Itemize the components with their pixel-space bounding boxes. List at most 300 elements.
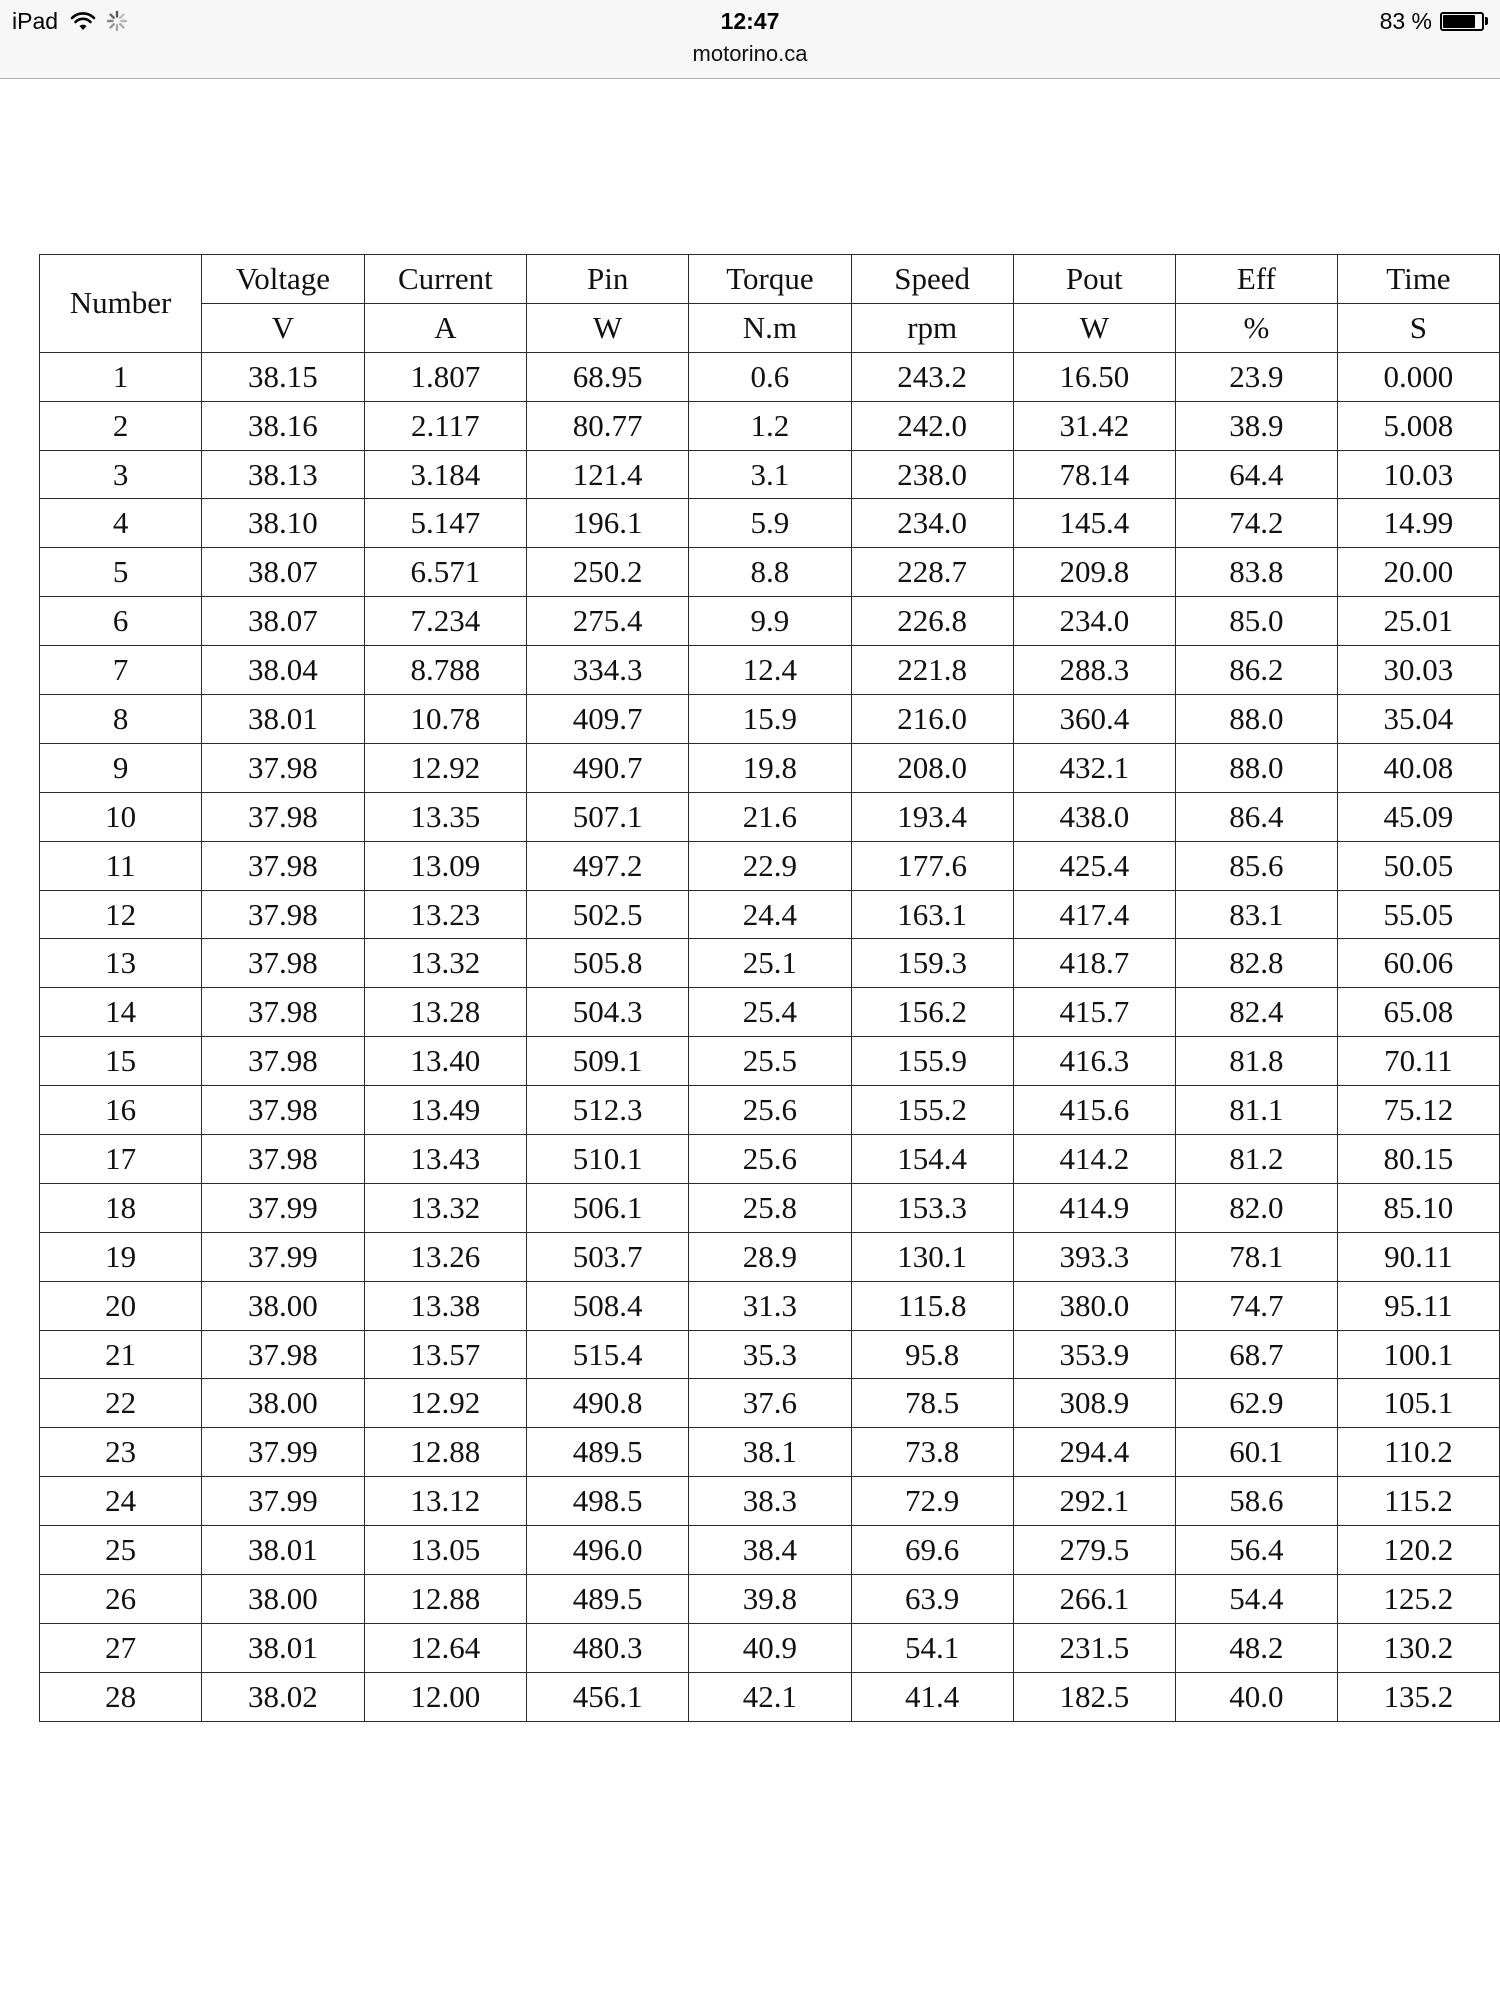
- status-right: [1380, 6, 1488, 36]
- cell-pout: 360.4: [1013, 695, 1175, 744]
- table-row: [40, 1379, 1500, 1428]
- cell-speed: 193.4: [851, 792, 1013, 841]
- cell-eff: 54.4: [1175, 1575, 1337, 1624]
- cell-speed: 221.8: [851, 646, 1013, 695]
- cell-voltage: 38.01: [202, 1526, 364, 1575]
- cell-torque: 25.5: [689, 1037, 851, 1086]
- cell-speed: 177.6: [851, 841, 1013, 890]
- row-number-cell: 27: [40, 1623, 202, 1672]
- cell-pout: 182.5: [1013, 1672, 1175, 1721]
- cell-eff: 81.1: [1175, 1086, 1337, 1135]
- cell-current: 13.23: [364, 890, 526, 939]
- cell-pin: 512.3: [527, 1086, 689, 1135]
- cell-eff: 86.4: [1175, 792, 1337, 841]
- table-row: [40, 695, 1500, 744]
- cell-speed: 115.8: [851, 1281, 1013, 1330]
- cell-torque: 25.1: [689, 939, 851, 988]
- row-number-cell: 4: [40, 499, 202, 548]
- row-number-cell: 24: [40, 1477, 202, 1526]
- unit-eff: %: [1175, 303, 1337, 352]
- cell-speed: 130.1: [851, 1232, 1013, 1281]
- cell-current: 13.26: [364, 1232, 526, 1281]
- cell-current: 13.32: [364, 939, 526, 988]
- cell-torque: 21.6: [689, 792, 851, 841]
- cell-pout: 231.5: [1013, 1623, 1175, 1672]
- unit-pout: W: [1013, 303, 1175, 352]
- cell-voltage: 38.00: [202, 1575, 364, 1624]
- cell-current: 13.05: [364, 1526, 526, 1575]
- cell-pout: 438.0: [1013, 792, 1175, 841]
- cell-torque: 8.8: [689, 548, 851, 597]
- cell-voltage: 37.98: [202, 890, 364, 939]
- table-row: [40, 939, 1500, 988]
- header-number: Number: [40, 255, 202, 353]
- cell-speed: 154.4: [851, 1135, 1013, 1184]
- cell-pin: 490.8: [527, 1379, 689, 1428]
- cell-current: 12.88: [364, 1428, 526, 1477]
- cell-pout: 393.3: [1013, 1232, 1175, 1281]
- cell-time: 105.1: [1337, 1379, 1499, 1428]
- cell-eff: 82.4: [1175, 988, 1337, 1037]
- cell-current: 13.32: [364, 1183, 526, 1232]
- cell-current: 13.57: [364, 1330, 526, 1379]
- row-number-cell: 2: [40, 401, 202, 450]
- cell-torque: 15.9: [689, 695, 851, 744]
- cell-speed: 41.4: [851, 1672, 1013, 1721]
- cell-time: 100.1: [1337, 1330, 1499, 1379]
- table-row: [40, 548, 1500, 597]
- cell-current: 12.92: [364, 1379, 526, 1428]
- cell-pout: 78.14: [1013, 450, 1175, 499]
- cell-pin: 489.5: [527, 1428, 689, 1477]
- cell-current: 10.78: [364, 695, 526, 744]
- cell-pout: 425.4: [1013, 841, 1175, 890]
- cell-current: 13.38: [364, 1281, 526, 1330]
- cell-speed: 226.8: [851, 597, 1013, 646]
- cell-voltage: 38.01: [202, 1623, 364, 1672]
- unit-voltage: V: [202, 303, 364, 352]
- table-row: [40, 1183, 1500, 1232]
- row-number-cell: 5: [40, 548, 202, 597]
- header-current: Current: [364, 255, 526, 304]
- cell-speed: 243.2: [851, 352, 1013, 401]
- cell-time: 90.11: [1337, 1232, 1499, 1281]
- cell-voltage: 38.00: [202, 1281, 364, 1330]
- cell-torque: 22.9: [689, 841, 851, 890]
- cell-time: 45.09: [1337, 792, 1499, 841]
- cell-time: 110.2: [1337, 1428, 1499, 1477]
- cell-torque: 38.4: [689, 1526, 851, 1575]
- row-number-cell: 3: [40, 450, 202, 499]
- cell-pin: 250.2: [527, 548, 689, 597]
- cell-time: 35.04: [1337, 695, 1499, 744]
- cell-voltage: 38.16: [202, 401, 364, 450]
- cell-speed: 159.3: [851, 939, 1013, 988]
- cell-pin: 480.3: [527, 1623, 689, 1672]
- cell-torque: 12.4: [689, 646, 851, 695]
- cell-voltage: 38.04: [202, 646, 364, 695]
- cell-torque: 25.6: [689, 1135, 851, 1184]
- cell-voltage: 37.98: [202, 841, 364, 890]
- cell-speed: 228.7: [851, 548, 1013, 597]
- cell-time: 85.10: [1337, 1183, 1499, 1232]
- unit-torque: N.m: [689, 303, 851, 352]
- cell-current: 13.35: [364, 792, 526, 841]
- table-row: [40, 841, 1500, 890]
- cell-pout: 415.7: [1013, 988, 1175, 1037]
- cell-torque: 3.1: [689, 450, 851, 499]
- cell-torque: 39.8: [689, 1575, 851, 1624]
- cell-torque: 38.1: [689, 1428, 851, 1477]
- row-number-cell: 15: [40, 1037, 202, 1086]
- table-row: [40, 646, 1500, 695]
- cell-current: 12.64: [364, 1623, 526, 1672]
- cell-speed: 238.0: [851, 450, 1013, 499]
- cell-current: 12.92: [364, 743, 526, 792]
- cell-time: 135.2: [1337, 1672, 1499, 1721]
- cell-pout: 292.1: [1013, 1477, 1175, 1526]
- cell-eff: 68.7: [1175, 1330, 1337, 1379]
- table-header: [40, 255, 1500, 353]
- cell-speed: 208.0: [851, 743, 1013, 792]
- battery-level-fill: [1443, 15, 1475, 28]
- table-row: [40, 499, 1500, 548]
- table-row: [40, 352, 1500, 401]
- table-row: [40, 1037, 1500, 1086]
- row-number-cell: 19: [40, 1232, 202, 1281]
- cell-eff: 74.2: [1175, 499, 1337, 548]
- table-row: [40, 1281, 1500, 1330]
- row-number-cell: 13: [40, 939, 202, 988]
- cell-current: 6.571: [364, 548, 526, 597]
- cell-pin: 409.7: [527, 695, 689, 744]
- cell-time: 10.03: [1337, 450, 1499, 499]
- cell-pin: 504.3: [527, 988, 689, 1037]
- cell-pout: 266.1: [1013, 1575, 1175, 1624]
- cell-torque: 1.2: [689, 401, 851, 450]
- cell-current: 8.788: [364, 646, 526, 695]
- table-row: [40, 792, 1500, 841]
- row-number-cell: 6: [40, 597, 202, 646]
- cell-speed: 73.8: [851, 1428, 1013, 1477]
- unit-current: A: [364, 303, 526, 352]
- cell-pin: 502.5: [527, 890, 689, 939]
- cell-pout: 414.9: [1013, 1183, 1175, 1232]
- cell-torque: 19.8: [689, 743, 851, 792]
- cell-pout: 432.1: [1013, 743, 1175, 792]
- cell-eff: 88.0: [1175, 743, 1337, 792]
- cell-eff: 81.8: [1175, 1037, 1337, 1086]
- cell-pout: 209.8: [1013, 548, 1175, 597]
- cell-voltage: 37.98: [202, 1135, 364, 1184]
- cell-eff: 60.1: [1175, 1428, 1337, 1477]
- device-name: iPad: [12, 7, 59, 34]
- cell-torque: 35.3: [689, 1330, 851, 1379]
- table-row: [40, 1232, 1500, 1281]
- cell-eff: 81.2: [1175, 1135, 1337, 1184]
- cell-torque: 9.9: [689, 597, 851, 646]
- cell-current: 5.147: [364, 499, 526, 548]
- cell-pin: 489.5: [527, 1575, 689, 1624]
- row-number-cell: 7: [40, 646, 202, 695]
- table-row: [40, 597, 1500, 646]
- cell-pin: 68.95: [527, 352, 689, 401]
- cell-torque: 37.6: [689, 1379, 851, 1428]
- unit-speed: rpm: [851, 303, 1013, 352]
- cell-pout: 16.50: [1013, 352, 1175, 401]
- cell-voltage: 37.98: [202, 1330, 364, 1379]
- cell-eff: 64.4: [1175, 450, 1337, 499]
- cell-pin: 506.1: [527, 1183, 689, 1232]
- cell-current: 13.49: [364, 1086, 526, 1135]
- status-bar: [0, 0, 1500, 79]
- cell-voltage: 37.99: [202, 1428, 364, 1477]
- cell-current: 3.184: [364, 450, 526, 499]
- cell-speed: 69.6: [851, 1526, 1013, 1575]
- cell-torque: 40.9: [689, 1623, 851, 1672]
- row-number-cell: 16: [40, 1086, 202, 1135]
- cell-speed: 54.1: [851, 1623, 1013, 1672]
- header-eff: Eff: [1175, 255, 1337, 304]
- cell-pin: 275.4: [527, 597, 689, 646]
- cell-current: 7.234: [364, 597, 526, 646]
- cell-pout: 380.0: [1013, 1281, 1175, 1330]
- cell-pin: 508.4: [527, 1281, 689, 1330]
- cell-voltage: 37.99: [202, 1477, 364, 1526]
- cell-pin: 509.1: [527, 1037, 689, 1086]
- cell-speed: 155.2: [851, 1086, 1013, 1135]
- cell-eff: 88.0: [1175, 695, 1337, 744]
- cell-torque: 25.4: [689, 988, 851, 1037]
- cell-speed: 156.2: [851, 988, 1013, 1037]
- cell-eff: 23.9: [1175, 352, 1337, 401]
- cell-time: 0.000: [1337, 352, 1499, 401]
- cell-eff: 40.0: [1175, 1672, 1337, 1721]
- cell-pin: 496.0: [527, 1526, 689, 1575]
- header-torque: Torque: [689, 255, 851, 304]
- cell-time: 50.05: [1337, 841, 1499, 890]
- address-bar-url[interactable]: motorino.ca: [692, 41, 808, 66]
- row-number-cell: 25: [40, 1526, 202, 1575]
- cell-voltage: 37.98: [202, 792, 364, 841]
- table-row: [40, 1672, 1500, 1721]
- cell-torque: 31.3: [689, 1281, 851, 1330]
- cell-pout: 294.4: [1013, 1428, 1175, 1477]
- row-number-cell: 8: [40, 695, 202, 744]
- cell-time: 14.99: [1337, 499, 1499, 548]
- cell-torque: 25.8: [689, 1183, 851, 1232]
- header-speed: Speed: [851, 255, 1013, 304]
- cell-eff: 85.0: [1175, 597, 1337, 646]
- cell-time: 95.11: [1337, 1281, 1499, 1330]
- cell-pin: 510.1: [527, 1135, 689, 1184]
- status-time: 12:47: [720, 8, 780, 34]
- cell-speed: 216.0: [851, 695, 1013, 744]
- table-body: [40, 352, 1500, 1721]
- cell-current: 1.807: [364, 352, 526, 401]
- header-pout: Pout: [1013, 255, 1175, 304]
- table-row: [40, 988, 1500, 1037]
- cell-speed: 163.1: [851, 890, 1013, 939]
- cell-pout: 416.3: [1013, 1037, 1175, 1086]
- cell-speed: 153.3: [851, 1183, 1013, 1232]
- cell-pin: 498.5: [527, 1477, 689, 1526]
- row-number-cell: 17: [40, 1135, 202, 1184]
- unit-time: S: [1337, 303, 1499, 352]
- cell-speed: 242.0: [851, 401, 1013, 450]
- cell-torque: 42.1: [689, 1672, 851, 1721]
- cell-time: 80.15: [1337, 1135, 1499, 1184]
- battery-icon: [1440, 12, 1484, 31]
- cell-eff: 48.2: [1175, 1623, 1337, 1672]
- cell-pin: 490.7: [527, 743, 689, 792]
- motor-test-table-container: [39, 254, 1500, 1722]
- cell-time: 5.008: [1337, 401, 1499, 450]
- cell-voltage: 38.15: [202, 352, 364, 401]
- cell-time: 125.2: [1337, 1575, 1499, 1624]
- cell-pin: 503.7: [527, 1232, 689, 1281]
- cell-voltage: 38.01: [202, 695, 364, 744]
- cell-time: 130.2: [1337, 1623, 1499, 1672]
- row-number-cell: 12: [40, 890, 202, 939]
- table-row: [40, 1623, 1500, 1672]
- row-number-cell: 20: [40, 1281, 202, 1330]
- cell-pout: 418.7: [1013, 939, 1175, 988]
- cell-eff: 82.8: [1175, 939, 1337, 988]
- battery-tip: [1485, 17, 1488, 25]
- cell-pout: 415.6: [1013, 1086, 1175, 1135]
- cell-current: 13.28: [364, 988, 526, 1037]
- cell-eff: 82.0: [1175, 1183, 1337, 1232]
- cell-torque: 28.9: [689, 1232, 851, 1281]
- cell-time: 25.01: [1337, 597, 1499, 646]
- cell-pin: 456.1: [527, 1672, 689, 1721]
- row-number-cell: 18: [40, 1183, 202, 1232]
- cell-pin: 505.8: [527, 939, 689, 988]
- cell-pout: 353.9: [1013, 1330, 1175, 1379]
- cell-pin: 80.77: [527, 401, 689, 450]
- cell-speed: 234.0: [851, 499, 1013, 548]
- cell-time: 30.03: [1337, 646, 1499, 695]
- row-number-cell: 28: [40, 1672, 202, 1721]
- cell-speed: 78.5: [851, 1379, 1013, 1428]
- cell-eff: 85.6: [1175, 841, 1337, 890]
- cell-time: 115.2: [1337, 1477, 1499, 1526]
- table-row: [40, 1575, 1500, 1624]
- cell-current: 13.09: [364, 841, 526, 890]
- table-row: [40, 450, 1500, 499]
- cell-torque: 0.6: [689, 352, 851, 401]
- header-name-row: [40, 255, 1500, 304]
- cell-torque: 25.6: [689, 1086, 851, 1135]
- cell-voltage: 38.00: [202, 1379, 364, 1428]
- row-number-cell: 23: [40, 1428, 202, 1477]
- row-number-cell: 11: [40, 841, 202, 890]
- cell-voltage: 37.99: [202, 1183, 364, 1232]
- cell-eff: 58.6: [1175, 1477, 1337, 1526]
- table-row: [40, 401, 1500, 450]
- cell-torque: 24.4: [689, 890, 851, 939]
- row-number-cell: 21: [40, 1330, 202, 1379]
- cell-time: 40.08: [1337, 743, 1499, 792]
- cell-time: 20.00: [1337, 548, 1499, 597]
- cell-voltage: 37.98: [202, 1037, 364, 1086]
- cell-voltage: 38.13: [202, 450, 364, 499]
- table-row: [40, 1330, 1500, 1379]
- header-pin: Pin: [527, 255, 689, 304]
- unit-pin: W: [527, 303, 689, 352]
- cell-current: 13.40: [364, 1037, 526, 1086]
- cell-pin: 334.3: [527, 646, 689, 695]
- cell-eff: 56.4: [1175, 1526, 1337, 1575]
- row-number-cell: 22: [40, 1379, 202, 1428]
- cell-eff: 62.9: [1175, 1379, 1337, 1428]
- row-number-cell: 1: [40, 352, 202, 401]
- cell-current: 13.43: [364, 1135, 526, 1184]
- cell-pout: 31.42: [1013, 401, 1175, 450]
- cell-voltage: 37.98: [202, 939, 364, 988]
- cell-voltage: 37.98: [202, 743, 364, 792]
- cell-pin: 121.4: [527, 450, 689, 499]
- cell-voltage: 38.02: [202, 1672, 364, 1721]
- row-number-cell: 14: [40, 988, 202, 1037]
- cell-voltage: 38.10: [202, 499, 364, 548]
- cell-eff: 83.8: [1175, 548, 1337, 597]
- cell-voltage: 38.07: [202, 597, 364, 646]
- cell-eff: 86.2: [1175, 646, 1337, 695]
- cell-pin: 196.1: [527, 499, 689, 548]
- cell-current: 12.00: [364, 1672, 526, 1721]
- cell-speed: 95.8: [851, 1330, 1013, 1379]
- header-time: Time: [1337, 255, 1499, 304]
- cell-current: 12.88: [364, 1575, 526, 1624]
- cell-pout: 234.0: [1013, 597, 1175, 646]
- cell-eff: 83.1: [1175, 890, 1337, 939]
- cell-pin: 507.1: [527, 792, 689, 841]
- cell-current: 2.117: [364, 401, 526, 450]
- cell-pout: 308.9: [1013, 1379, 1175, 1428]
- motor-test-table: [39, 254, 1500, 1722]
- cell-torque: 5.9: [689, 499, 851, 548]
- cell-pin: 515.4: [527, 1330, 689, 1379]
- cell-eff: 78.1: [1175, 1232, 1337, 1281]
- cell-eff: 38.9: [1175, 401, 1337, 450]
- cell-voltage: 37.98: [202, 988, 364, 1037]
- row-number-cell: 9: [40, 743, 202, 792]
- battery-percentage: 83 %: [1379, 7, 1432, 34]
- cell-time: 70.11: [1337, 1037, 1499, 1086]
- cell-eff: 74.7: [1175, 1281, 1337, 1330]
- table-row: [40, 1428, 1500, 1477]
- cell-pout: 288.3: [1013, 646, 1175, 695]
- cell-speed: 63.9: [851, 1575, 1013, 1624]
- cell-pin: 497.2: [527, 841, 689, 890]
- cell-voltage: 37.98: [202, 1086, 364, 1135]
- cell-time: 120.2: [1337, 1526, 1499, 1575]
- cell-speed: 155.9: [851, 1037, 1013, 1086]
- cell-pout: 279.5: [1013, 1526, 1175, 1575]
- row-number-cell: 10: [40, 792, 202, 841]
- table-row: [40, 1477, 1500, 1526]
- cell-voltage: 38.07: [202, 548, 364, 597]
- cell-time: 60.06: [1337, 939, 1499, 988]
- cell-pout: 417.4: [1013, 890, 1175, 939]
- table-row: [40, 743, 1500, 792]
- cell-time: 55.05: [1337, 890, 1499, 939]
- header-voltage: Voltage: [202, 255, 364, 304]
- row-number-cell: 26: [40, 1575, 202, 1624]
- cell-time: 75.12: [1337, 1086, 1499, 1135]
